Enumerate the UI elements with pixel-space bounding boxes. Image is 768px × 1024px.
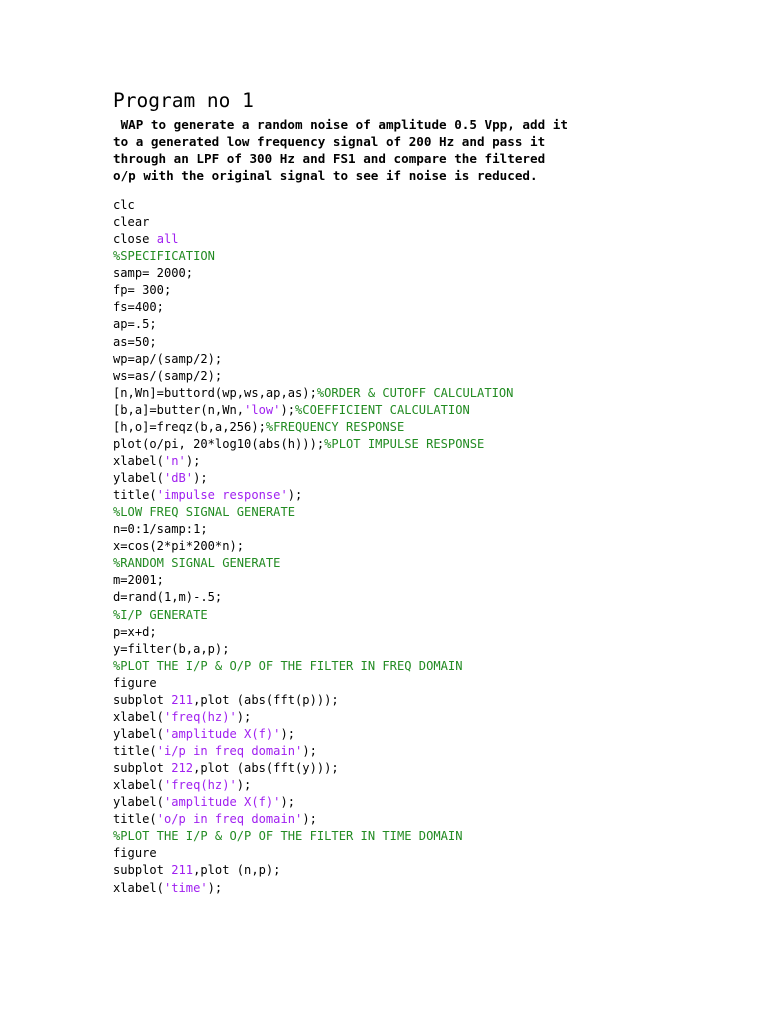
- code-text: xlabel(: [113, 453, 164, 468]
- code-line: [113, 368, 733, 385]
- code-comment: %COEFFICIENT CALCULATION: [295, 402, 470, 417]
- code-line: [113, 248, 733, 265]
- code-string: 212: [171, 761, 194, 776]
- code-string: 211: [171, 692, 194, 707]
- code-line: [113, 299, 733, 316]
- code-line: [113, 470, 733, 487]
- code-text: ws=as/(samp/2);: [113, 368, 223, 383]
- code-line: [113, 402, 733, 419]
- code-text: title(: [113, 744, 157, 758]
- code-line: [113, 794, 733, 811]
- code-text: xlabel(: [113, 880, 164, 895]
- code-text: x=cos(2*pi*200*n);: [113, 539, 245, 554]
- code-line: [113, 572, 733, 589]
- code-text: [h,o]=freqz(b,a,256);: [113, 419, 266, 434]
- code-string: 'freq(hz)': [163, 778, 237, 793]
- code-string: 'dB': [163, 471, 194, 485]
- code-text: y=filter(b,a,p);: [113, 641, 230, 656]
- code-text: d=rand(1,m)-.5;: [113, 590, 223, 605]
- code-line: [113, 265, 733, 282]
- description-line: to a generated low frequency signal of 200 Hz and pass it: [113, 134, 546, 150]
- code-line: [113, 197, 733, 214]
- code-text: figure: [113, 846, 157, 861]
- description-line: o/p with the original signal to see if noise is reduced.: [113, 168, 538, 184]
- code-text: [n,Wn]=buttord(wp,ws,ap,as);: [113, 385, 317, 400]
- code-text: );: [236, 778, 252, 793]
- code-text: );: [302, 812, 317, 827]
- code-text: m=2001;: [113, 573, 164, 588]
- code-text: subplot: [113, 761, 172, 776]
- description-line: through an LPF of 300 Hz and FS1 and compare the filtered: [113, 151, 546, 167]
- code-text: n=0:1/samp:1;: [113, 522, 208, 537]
- code-comment: %ORDER & CUTOFF CALCULATION: [316, 385, 514, 400]
- code-string: all: [156, 232, 179, 247]
- matlab-code-block: [113, 197, 733, 897]
- code-line: [113, 675, 733, 692]
- code-text: );: [302, 744, 317, 758]
- code-line: [113, 555, 733, 572]
- code-string: 'n': [163, 453, 186, 468]
- code-comment: %PLOT THE I/P & O/P OF THE FILTER IN FREQ DOMAIN: [113, 658, 463, 673]
- code-string: 'amplitude X(f)': [163, 795, 281, 810]
- code-line: [113, 845, 733, 862]
- code-line: [113, 231, 733, 248]
- code-comment: %I/P GENERATE: [113, 607, 208, 622]
- code-text: xlabel(: [113, 709, 164, 724]
- description-line: WAP to generate a random noise of amplitude 0.5 Vpp, add it: [113, 117, 568, 132]
- code-line: [113, 828, 733, 845]
- code-line: [113, 709, 733, 726]
- code-text: plot(o/pi, 20*log10(abs(h)));: [113, 436, 325, 451]
- code-comment: %LOW FREQ SIGNAL GENERATE: [113, 505, 296, 520]
- code-line: [113, 351, 733, 368]
- code-string: 'o/p in freq domain': [156, 812, 303, 827]
- code-line: [113, 538, 733, 555]
- code-text: as=50;: [113, 334, 157, 349]
- code-text: clc: [113, 198, 135, 212]
- code-text: );: [207, 880, 223, 895]
- code-comment: %PLOT THE I/P & O/P OF THE FILTER IN TIME DOMAIN: [113, 829, 463, 844]
- code-text: ,plot (abs(fft(y)));: [193, 761, 339, 776]
- code-text: ,plot (abs(fft(p)));: [193, 692, 339, 707]
- code-string: 'time': [163, 880, 208, 895]
- code-line: [113, 862, 733, 879]
- code-line: [113, 589, 733, 606]
- code-comment: %PLOT IMPULSE RESPONSE: [324, 436, 485, 451]
- code-line: [113, 521, 733, 538]
- code-text: samp= 2000;: [113, 266, 194, 281]
- code-text: wp=ap/(samp/2);: [113, 351, 223, 366]
- code-text: figure: [113, 675, 157, 690]
- code-string: 'impulse response': [156, 488, 288, 503]
- code-text: subplot: [113, 692, 172, 707]
- code-line: [113, 316, 733, 333]
- code-text: fp= 300;: [113, 283, 172, 298]
- code-line: [113, 385, 733, 402]
- code-text: subplot: [113, 863, 172, 878]
- code-comment: %FREQUENCY RESPONSE: [265, 419, 405, 434]
- code-line: [113, 880, 733, 897]
- code-line: [113, 726, 733, 743]
- code-text: );: [280, 795, 296, 810]
- code-line: [113, 419, 733, 436]
- code-text: fs=400;: [113, 300, 164, 315]
- code-text: );: [280, 726, 296, 741]
- code-line: [113, 334, 733, 351]
- code-line: [113, 692, 733, 709]
- code-text: p=x+d;: [113, 624, 157, 639]
- program-title: Program no 1: [113, 89, 254, 112]
- code-text: title(: [113, 812, 157, 827]
- code-text: );: [287, 488, 303, 503]
- code-text: ylabel(: [113, 726, 164, 741]
- code-string: 'i/p in freq domain': [156, 744, 303, 758]
- program-description: [113, 116, 713, 184]
- code-text: [b,a]=butter(n,Wn,: [113, 402, 245, 417]
- code-line: [113, 743, 733, 760]
- code-text: ,plot (n,p);: [193, 863, 281, 878]
- code-text: xlabel(: [113, 778, 164, 793]
- code-text: close: [113, 232, 157, 247]
- code-string: 'low': [244, 402, 281, 417]
- code-text: );: [280, 402, 296, 417]
- code-line: [113, 214, 733, 231]
- code-line: [113, 777, 733, 794]
- code-line: [113, 504, 733, 521]
- code-line: [113, 282, 733, 299]
- code-line: [113, 436, 733, 453]
- code-comment: %SPECIFICATION: [113, 249, 215, 264]
- code-line: [113, 607, 733, 624]
- code-line: [113, 453, 733, 470]
- code-text: ylabel(: [113, 471, 164, 485]
- code-comment: %RANDOM SIGNAL GENERATE: [113, 556, 281, 571]
- code-text: ylabel(: [113, 795, 164, 810]
- code-text: ap=.5;: [113, 317, 157, 332]
- code-line: [113, 760, 733, 777]
- code-text: title(: [113, 488, 157, 503]
- code-string: 211: [171, 863, 194, 878]
- code-text: clear: [113, 215, 150, 230]
- code-string: 'amplitude X(f)': [163, 726, 281, 741]
- code-line: [113, 811, 733, 828]
- code-line: [113, 487, 733, 504]
- code-string: 'freq(hz)': [163, 709, 237, 724]
- code-line: [113, 624, 733, 641]
- code-text: );: [193, 471, 208, 485]
- code-line: [113, 641, 733, 658]
- code-text: );: [185, 453, 201, 468]
- code-line: [113, 658, 733, 675]
- code-text: );: [236, 709, 252, 724]
